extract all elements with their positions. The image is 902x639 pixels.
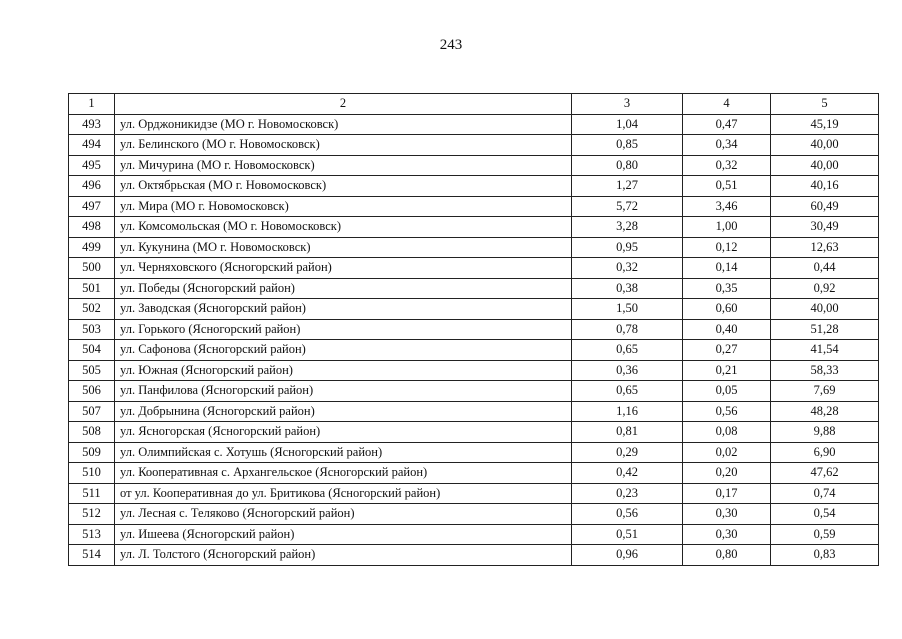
row-number: 500 (69, 258, 115, 279)
street-name: ул. Сафонова (Ясногорский район) (115, 340, 572, 361)
value-col-3: 5,72 (572, 196, 683, 217)
street-name: ул. Кукунина (МО г. Новомосковск) (115, 237, 572, 258)
street-name: ул. Панфилова (Ясногорский район) (115, 381, 572, 402)
value-col-3: 0,96 (572, 545, 683, 566)
row-number: 510 (69, 463, 115, 484)
street-name: ул. Октябрьская (МО г. Новомосковск) (115, 176, 572, 197)
table-row (69, 340, 879, 361)
street-name: ул. Ишеева (Ясногорский район) (115, 524, 572, 545)
value-col-3: 1,50 (572, 299, 683, 320)
street-name: ул. Южная (Ясногорский район) (115, 360, 572, 381)
table-row (69, 483, 879, 504)
table-row (69, 278, 879, 299)
value-col-5: 6,90 (771, 442, 879, 463)
table-row (69, 217, 879, 238)
value-col-4: 0,80 (683, 545, 771, 566)
value-col-3: 1,04 (572, 114, 683, 135)
value-col-3: 0,78 (572, 319, 683, 340)
value-col-3: 0,42 (572, 463, 683, 484)
street-name: от ул. Кооперативная до ул. Бритикова (Ясногорский район) (115, 483, 572, 504)
value-col-4: 0,30 (683, 504, 771, 525)
value-col-4: 0,14 (683, 258, 771, 279)
value-col-3: 3,28 (572, 217, 683, 238)
row-number: 512 (69, 504, 115, 525)
street-name: ул. Олимпийская с. Хотушь (Ясногорский район) (115, 442, 572, 463)
table-row (69, 319, 879, 340)
table-row (69, 114, 879, 135)
table-row (69, 545, 879, 566)
value-col-4: 0,27 (683, 340, 771, 361)
value-col-4: 0,40 (683, 319, 771, 340)
value-col-3: 0,51 (572, 524, 683, 545)
value-col-3: 0,80 (572, 155, 683, 176)
table-row (69, 299, 879, 320)
value-col-4: 0,21 (683, 360, 771, 381)
value-col-5: 47,62 (771, 463, 879, 484)
value-col-5: 9,88 (771, 422, 879, 443)
value-col-4: 0,02 (683, 442, 771, 463)
street-name: ул. Победы (Ясногорский район) (115, 278, 572, 299)
row-number: 497 (69, 196, 115, 217)
value-col-5: 40,00 (771, 135, 879, 156)
value-col-4: 0,56 (683, 401, 771, 422)
table-row (69, 524, 879, 545)
value-col-5: 7,69 (771, 381, 879, 402)
row-number: 508 (69, 422, 115, 443)
value-col-4: 1,00 (683, 217, 771, 238)
street-name: ул. Горького (Ясногорский район) (115, 319, 572, 340)
table-row (69, 258, 879, 279)
street-name: ул. Заводская (Ясногорский район) (115, 299, 572, 320)
value-col-5: 58,33 (771, 360, 879, 381)
value-col-5: 12,63 (771, 237, 879, 258)
value-col-4: 0,32 (683, 155, 771, 176)
data-table (68, 93, 879, 566)
value-col-5: 0,54 (771, 504, 879, 525)
table-row (69, 381, 879, 402)
table-row (69, 504, 879, 525)
value-col-5: 0,44 (771, 258, 879, 279)
row-number: 499 (69, 237, 115, 258)
value-col-5: 30,49 (771, 217, 879, 238)
value-col-5: 40,00 (771, 299, 879, 320)
street-name: ул. Лесная с. Теляково (Ясногорский район) (115, 504, 572, 525)
table-row (69, 360, 879, 381)
value-col-5: 0,74 (771, 483, 879, 504)
row-number: 504 (69, 340, 115, 361)
header-cell-1: 1 (69, 94, 115, 115)
street-name: ул. Орджоникидзе (МО г. Новомосковск) (115, 114, 572, 135)
street-name: ул. Добрынина (Ясногорский район) (115, 401, 572, 422)
value-col-4: 0,35 (683, 278, 771, 299)
value-col-4: 0,30 (683, 524, 771, 545)
value-col-3: 0,56 (572, 504, 683, 525)
value-col-5: 51,28 (771, 319, 879, 340)
row-number: 503 (69, 319, 115, 340)
street-name: ул. Белинского (МО г. Новомосковск) (115, 135, 572, 156)
row-number: 494 (69, 135, 115, 156)
row-number: 495 (69, 155, 115, 176)
value-col-4: 0,05 (683, 381, 771, 402)
value-col-4: 3,46 (683, 196, 771, 217)
table-body (69, 114, 879, 565)
value-col-3: 0,23 (572, 483, 683, 504)
table-row (69, 176, 879, 197)
value-col-4: 0,08 (683, 422, 771, 443)
value-col-4: 0,51 (683, 176, 771, 197)
row-number: 511 (69, 483, 115, 504)
header-cell-4: 4 (683, 94, 771, 115)
value-col-3: 0,32 (572, 258, 683, 279)
value-col-4: 0,47 (683, 114, 771, 135)
value-col-4: 0,20 (683, 463, 771, 484)
street-name: ул. Комсомольская (МО г. Новомосковск) (115, 217, 572, 238)
row-number: 514 (69, 545, 115, 566)
header-cell-2: 2 (115, 94, 572, 115)
value-col-4: 0,60 (683, 299, 771, 320)
value-col-5: 60,49 (771, 196, 879, 217)
row-number: 507 (69, 401, 115, 422)
street-name: ул. Черняховского (Ясногорский район) (115, 258, 572, 279)
table-row (69, 422, 879, 443)
value-col-3: 0,36 (572, 360, 683, 381)
table-row (69, 401, 879, 422)
table-row (69, 196, 879, 217)
value-col-4: 0,12 (683, 237, 771, 258)
value-col-5: 40,00 (771, 155, 879, 176)
value-col-3: 1,27 (572, 176, 683, 197)
value-col-3: 1,16 (572, 401, 683, 422)
row-number: 496 (69, 176, 115, 197)
row-number: 493 (69, 114, 115, 135)
value-col-3: 0,38 (572, 278, 683, 299)
value-col-4: 0,17 (683, 483, 771, 504)
row-number: 505 (69, 360, 115, 381)
table-row (69, 463, 879, 484)
value-col-5: 40,16 (771, 176, 879, 197)
table-row (69, 155, 879, 176)
row-number: 513 (69, 524, 115, 545)
row-number: 506 (69, 381, 115, 402)
value-col-3: 0,85 (572, 135, 683, 156)
row-number: 509 (69, 442, 115, 463)
street-name: ул. Л. Толстого (Ясногорский район) (115, 545, 572, 566)
row-number: 502 (69, 299, 115, 320)
value-col-3: 0,95 (572, 237, 683, 258)
value-col-3: 0,65 (572, 340, 683, 361)
street-name: ул. Ясногорская (Ясногорский район) (115, 422, 572, 443)
header-cell-3: 3 (572, 94, 683, 115)
page-number: 243 (439, 37, 463, 53)
value-col-5: 48,28 (771, 401, 879, 422)
table-row (69, 442, 879, 463)
street-name: ул. Мира (МО г. Новомосковск) (115, 196, 572, 217)
value-col-4: 0,34 (683, 135, 771, 156)
value-col-3: 0,81 (572, 422, 683, 443)
value-col-5: 41,54 (771, 340, 879, 361)
value-col-5: 0,92 (771, 278, 879, 299)
value-col-5: 0,83 (771, 545, 879, 566)
value-col-3: 0,29 (572, 442, 683, 463)
value-col-3: 0,65 (572, 381, 683, 402)
header-cell-5: 5 (771, 94, 879, 115)
street-name: ул. Мичурина (МО г. Новомосковск) (115, 155, 572, 176)
row-number: 501 (69, 278, 115, 299)
table-row (69, 237, 879, 258)
value-col-5: 45,19 (771, 114, 879, 135)
table-row (69, 135, 879, 156)
row-number: 498 (69, 217, 115, 238)
street-name: ул. Кооперативная с. Архангельское (Ясногорский район) (115, 463, 572, 484)
header-row (69, 94, 879, 115)
value-col-5: 0,59 (771, 524, 879, 545)
